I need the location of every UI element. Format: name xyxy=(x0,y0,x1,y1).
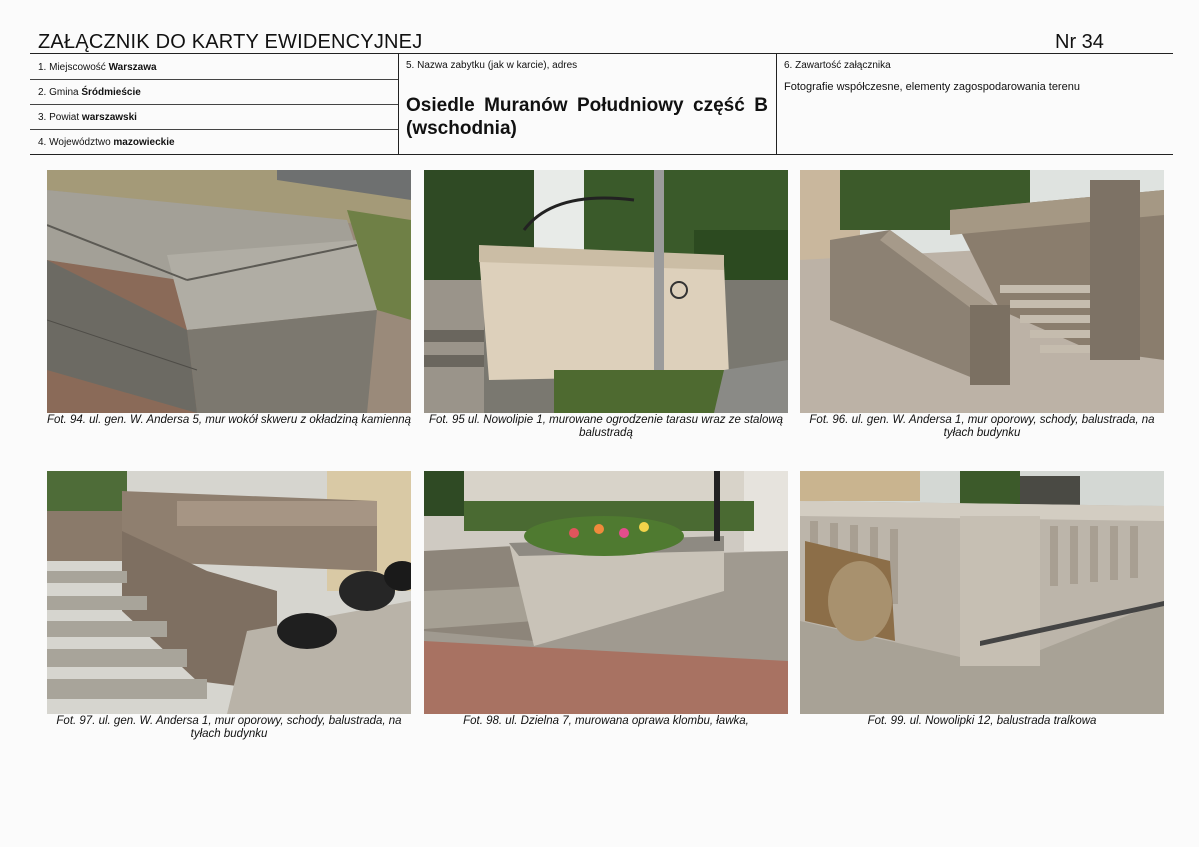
photo-95-caption: Fot. 95 ul. Nowolipie 1, murowane ogrodzenie tarasu wraz ze stalową balustradą xyxy=(428,414,784,439)
field-contents-value: Fotografie współczesne, elementy zagospodarowania terenu xyxy=(784,81,1080,93)
photo-95 xyxy=(424,170,788,413)
field-contents-label: 6. Zawartość załącznika xyxy=(784,60,891,71)
field-commune-label: 2. Gmina xyxy=(38,87,82,98)
photo-96-caption: Fot. 96. ul. gen. W. Andersa 1, mur oporowy, schody, balustrada, na tyłach budynku xyxy=(809,414,1155,439)
photo-99-caption: Fot. 99. ul. Nowolipki 12, balustrada tralkowa xyxy=(867,715,1097,727)
field-commune xyxy=(38,80,141,105)
field-voivodeship-label: 4. Województwo xyxy=(38,137,114,148)
attachment-number: Nr 34 xyxy=(1055,31,1104,53)
field-monument-name-value: Osiedle Muranów Południowy część B (wschodnia) xyxy=(406,95,768,139)
photo-98 xyxy=(424,471,788,714)
header-bottom-rule xyxy=(30,154,1173,155)
field-county xyxy=(38,105,137,130)
attachment-title: ZAŁĄCZNIK DO KARTY EWIDENCYJNEJ xyxy=(38,31,423,53)
photo-98-caption: Fot. 98. ul. Dzielna 7, murowana oprawa klombu, ławka, xyxy=(463,715,749,727)
header-top-rule xyxy=(30,53,1173,54)
field-voivodeship xyxy=(38,130,175,155)
photo-99 xyxy=(800,471,1164,714)
field-commune-value: Śródmieście xyxy=(81,87,141,98)
field-monument-name-label: 5. Nazwa zabytku (jak w karcie), adres xyxy=(406,60,578,71)
field-locality-value: Warszawa xyxy=(108,62,157,73)
photo-94 xyxy=(47,170,411,413)
field-county-label: 3. Powiat xyxy=(38,112,82,123)
photo-94-caption: Fot. 94. ul. gen. W. Andersa 5, mur wokół skweru z okładziną kamienną xyxy=(46,414,412,426)
field-locality xyxy=(38,55,157,80)
photo-97 xyxy=(47,471,411,714)
header-divider-2 xyxy=(776,53,777,155)
field-county-value: warszawski xyxy=(81,112,137,123)
field-locality-label: 1. Miejscowość xyxy=(38,62,109,73)
photo-97-caption: Fot. 97. ul. gen. W. Andersa 1, mur oporowy, schody, balustrada, na tyłach budynku xyxy=(56,715,402,740)
field-voivodeship-value: mazowieckie xyxy=(113,137,175,148)
header-divider-1 xyxy=(398,53,399,155)
photo-96 xyxy=(800,170,1164,413)
